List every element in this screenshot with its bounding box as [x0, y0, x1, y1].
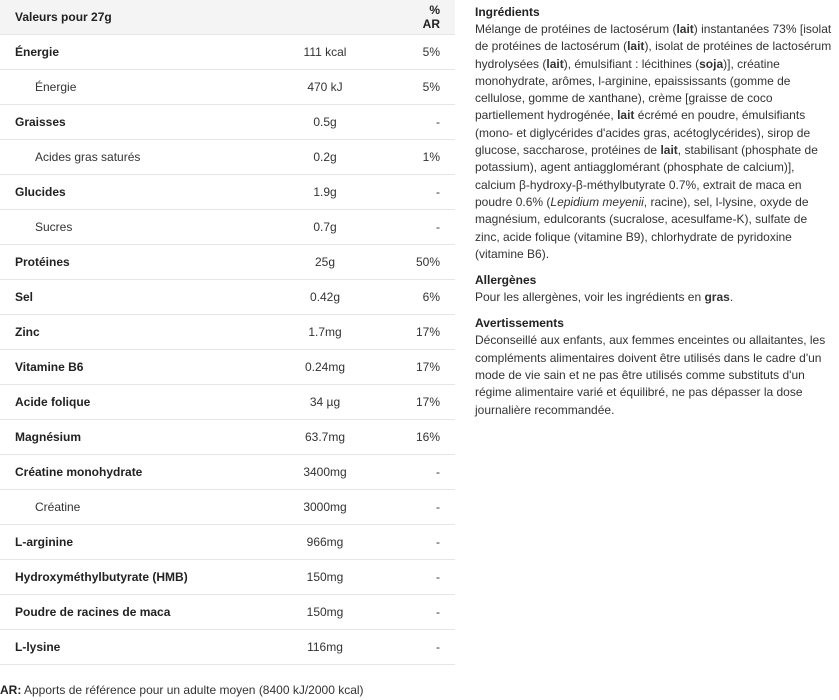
nutrient-amount: 3400mg: [255, 455, 395, 490]
header-serving: Valeurs pour 27g: [0, 0, 395, 35]
nutrient-amount: 0.2g: [255, 140, 395, 175]
allergen-word: lait: [676, 22, 694, 36]
ingredients-segment: , racine), sel, l-lysine, oxyde de magnésium, edulcorants (sucralose, acesulfame-K), sulfate de zinc, acide folique (vitamine B9), chlorhydrate de pyridoxine (vitamine B6).: [475, 194, 809, 261]
table-row: [0, 525, 455, 560]
allergen-word: lait: [617, 108, 635, 123]
nutrient-ar: -: [395, 105, 455, 140]
table-row: [0, 595, 455, 630]
nutrient-ar: 17%: [395, 385, 455, 420]
nutrient-amount: 0.42g: [255, 280, 395, 315]
nutrient-ar: -: [395, 210, 455, 245]
nutrient-name: Protéines: [0, 245, 255, 280]
allergen-word: soja: [699, 56, 724, 71]
table-row: [0, 420, 455, 455]
allergen-word: lait: [627, 39, 645, 54]
ingredients-segment: ) instantanées 73% [isolat de protéines de lactosérum (: [475, 22, 832, 54]
nutrient-ar: -: [395, 490, 455, 525]
nutrient-amount: 0.7g: [255, 210, 395, 245]
nutrient-amount: 3000mg: [255, 490, 395, 525]
product-info: [475, 4, 835, 428]
nutrient-ar: 6%: [395, 280, 455, 315]
ingredients-segment: Mélange de protéines de lactosérum (: [475, 22, 677, 36]
table-body: [0, 35, 455, 665]
table-row: [0, 560, 455, 595]
nutrient-ar: 16%: [395, 420, 455, 455]
nutrient-name: Poudre de racines de maca: [0, 595, 255, 630]
nutrient-name: Zinc: [0, 315, 255, 350]
ingredients-segment: ), émulsifiant : lécithines (: [563, 56, 700, 71]
table-row: [0, 140, 455, 175]
nutrient-amount: 966mg: [255, 525, 395, 560]
ingredients-segment: écrémé en poudre, émulsifiants (mono- et diglycérides d'acides gras, acétoglycérides), sirop de glucose, saccharose, protéines de: [475, 108, 811, 158]
nutrient-ar: 17%: [395, 350, 455, 385]
warnings-text: Déconseillé aux enfants, aux femmes enceintes ou allaitantes, les compléments alimentaires doivent être utilisés dans le cadre d'un mode de vie sain et ne pas être utilisés comme substituts d'un régime alimentaire varié et équilibré, ne pas dépasser la dose journalière recommandée.: [475, 333, 826, 417]
nutrient-name: Sucres: [0, 210, 255, 245]
table-row: [0, 630, 455, 665]
nutrient-name: Graisses: [0, 105, 255, 140]
nutrient-ar: -: [395, 560, 455, 595]
warnings-title: Avertissements: [475, 316, 564, 331]
nutrient-ar: 17%: [395, 315, 455, 350]
nutrient-name: Énergie: [0, 35, 255, 70]
table-header-row: [0, 0, 455, 35]
table-row: [0, 35, 455, 70]
nutrient-ar: 1%: [395, 140, 455, 175]
nutrient-name: Créatine: [0, 490, 255, 525]
header-ar: % AR: [395, 0, 455, 35]
ingredients-title: Ingrédients: [475, 5, 540, 19]
nutrient-ar: -: [395, 595, 455, 630]
nutrient-amount: 1.9g: [255, 175, 395, 210]
nutrient-amount: 1.7mg: [255, 315, 395, 350]
table-row: [0, 455, 455, 490]
nutrient-name: Hydroxyméthylbutyrate (HMB): [0, 560, 255, 595]
nutrient-amount: 25g: [255, 245, 395, 280]
allergen-word: lait: [546, 56, 564, 71]
nutrient-ar: 5%: [395, 35, 455, 70]
nutrient-amount: 111 kcal: [255, 35, 395, 70]
table-row: [0, 350, 455, 385]
allergens-title: Allergènes: [475, 273, 537, 288]
table-row: [0, 280, 455, 315]
warnings-section: [475, 315, 835, 418]
nutrient-amount: 0.24mg: [255, 350, 395, 385]
table-row: [0, 490, 455, 525]
table-row: [0, 105, 455, 140]
nutrient-ar: -: [395, 630, 455, 665]
table-row: [0, 315, 455, 350]
nutrient-ar: 50%: [395, 245, 455, 280]
nutrient-name: L-lysine: [0, 630, 255, 665]
allergens-section: [475, 272, 835, 306]
nutrient-amount: 63.7mg: [255, 420, 395, 455]
table-row: [0, 175, 455, 210]
nutrient-name: Vitamine B6: [0, 350, 255, 385]
nutrient-amount: 0.5g: [255, 105, 395, 140]
nutrient-name: Glucides: [0, 175, 255, 210]
nutrient-amount: 116mg: [255, 630, 395, 665]
nutrient-ar: -: [395, 455, 455, 490]
nutrient-name: Magnésium: [0, 420, 255, 455]
nutrient-name: Créatine monohydrate: [0, 455, 255, 490]
nutrient-amount: 150mg: [255, 560, 395, 595]
allergens-text-main: Pour les allergènes, voir les ingrédients en: [475, 290, 705, 305]
nutrient-amount: 470 kJ: [255, 70, 395, 105]
allergen-word: lait: [660, 143, 678, 158]
latin-name: Lepidium meyenii: [550, 194, 644, 209]
nutrient-name: Énergie: [0, 70, 255, 105]
ingredients-text: [475, 21, 835, 263]
nutrient-name: Acide folique: [0, 385, 255, 420]
nutrient-ar: -: [395, 175, 455, 210]
allergens-text-end: .: [729, 290, 734, 305]
footnote-label: AR:: [0, 683, 22, 697]
nutrient-name: L-arginine: [0, 525, 255, 560]
ingredients-section: [475, 4, 835, 263]
table-row: [0, 245, 455, 280]
table-row: [0, 210, 455, 245]
ingredients-segment: )], créatine monohydrate, arômes, l-arginine, epaississants (gomme de cellulose, gomme de xanthane), crème [graisse de coco partiellement hydrogénée,: [475, 56, 791, 123]
nutrient-name: Acides gras saturés: [0, 140, 255, 175]
nutrient-amount: 34 µg: [255, 385, 395, 420]
allergens-text: [475, 289, 835, 306]
allergens-bold-word: gras: [704, 290, 730, 305]
nutrient-ar: 5%: [395, 70, 455, 105]
ingredients-segment: , stabilisant (phosphate de potassium), agent antiagglomérant (phosphate de calcium)], calcium β-hydroxy-β-méthylbutyrate 0.7%, extrait de maca en poudre 0.6% (: [475, 143, 818, 209]
table-row: [0, 70, 455, 105]
nutrient-name: Sel: [0, 280, 255, 315]
table-row: [0, 385, 455, 420]
nutrient-amount: 150mg: [255, 595, 395, 630]
footnote: [0, 683, 364, 697]
footnote-text: Apports de référence pour un adulte moyen (8400 kJ/2000 kcal): [21, 683, 364, 697]
ingredients-segment: ), isolat de protéines de lactosérum hydrolysées (: [475, 39, 832, 71]
nutrient-ar: -: [395, 525, 455, 560]
